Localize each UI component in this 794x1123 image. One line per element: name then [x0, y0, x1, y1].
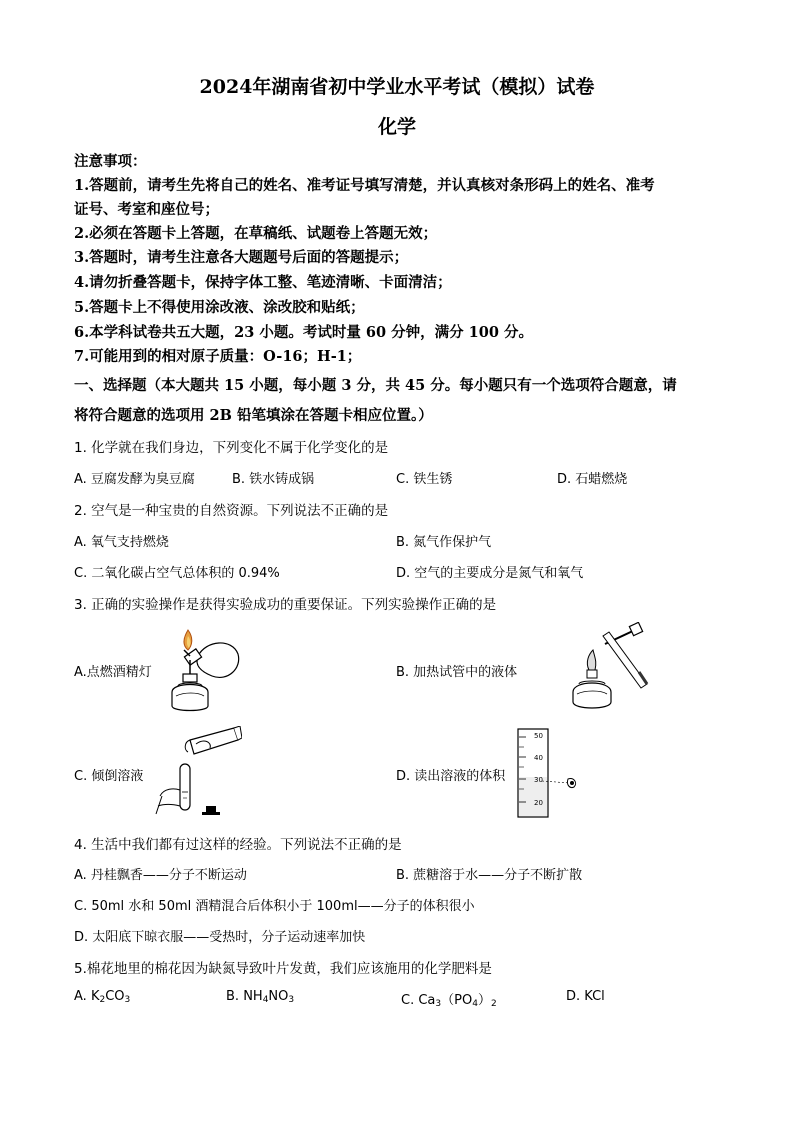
- option-b: B. $NH_4NO_3$: [226, 989, 295, 1005]
- cylinder-tick-label: 20: [534, 799, 543, 807]
- heating-test-tube-figure: [565, 622, 655, 712]
- question-stem: 4. 生活中我们都有过这样的经验。下列说法不正确的是: [74, 837, 402, 853]
- subject-title: 化学: [377, 116, 416, 138]
- note-item: 6.本学科试卷共五大题，23 小题。考试时量 60 分钟，满分 100 分。: [74, 324, 533, 341]
- section-heading: 一、选择题（本大题共 15 小题，每小题 3 分，共 45 分。每小题只有一个选项符合题意，请: [74, 377, 677, 394]
- option-b: B. 蔗糖溶于水——分子不断扩散: [396, 868, 583, 883]
- graduated-cylinder-figure: [512, 727, 580, 819]
- note-item: 3.答题时，请考生注意各大题题号后面的答题提示；: [74, 249, 409, 266]
- option-c: C. 倾倒溶液: [74, 769, 144, 784]
- option-c: C. 铁生锈: [396, 472, 453, 487]
- note-item: 证号、考室和座位号；: [74, 201, 219, 218]
- question-stem: 5.棉花地里的棉花因为缺氮导致叶片发黄，我们应该施用的化学肥料是: [74, 961, 492, 977]
- note-item: 7.可能用到的相对原子质量：O-16；H-1；: [74, 348, 362, 365]
- option-d: D. KCl: [566, 989, 605, 1004]
- option-a: A. 豆腐发酵为臭豆腐: [74, 472, 195, 487]
- option-a: A. 氧气支持燃烧: [74, 535, 169, 550]
- note-item: 4.请勿折叠答题卡，保持字体工整、笔迹清晰、卡面清洁；: [74, 274, 452, 291]
- question-stem: 1. 化学就在我们身边，下列变化不属于化学变化的是: [74, 440, 389, 456]
- option-a: A.点燃酒精灯: [74, 665, 152, 680]
- question-stem: 2. 空气是一种宝贵的自然资源。下列说法不正确的是: [74, 503, 389, 519]
- option-d: D. 空气的主要成分是氮气和氧气: [396, 566, 584, 581]
- option-a: A. 丹桂飘香——分子不断运动: [74, 868, 247, 883]
- note-item: 1.答题前，请考生先将自己的姓名、准考证号填写清楚，并认真核对条形码上的姓名、准考: [74, 177, 655, 194]
- option-c: C. 50ml 水和 50ml 酒精混合后体积小于 100ml——分子的体积很小: [74, 899, 475, 914]
- option-d: D. 石蜡燃烧: [557, 472, 628, 487]
- option-b: B. 氮气作保护气: [396, 535, 492, 550]
- question-stem: 3. 正确的实验操作是获得实验成功的重要保证。下列实验操作正确的是: [74, 597, 497, 613]
- option-c: C. 二氧化碳占空气总体积的 0.94%: [74, 566, 280, 581]
- option-b: B. 加热试管中的液体: [396, 665, 518, 680]
- notes-heading: 注意事项：: [74, 153, 147, 170]
- exam-title: 2024年湖南省初中学业水平考试（模拟）试卷: [199, 76, 595, 98]
- pouring-liquid-figure: [150, 726, 242, 818]
- option-d: D. 太阳底下晾衣服——受热时，分子运动速率加快: [74, 930, 366, 945]
- alcohol-lamp-lighting-figure: [150, 624, 245, 716]
- option-c: C. $Ca_3(PO_4)_2$: [401, 993, 497, 1009]
- cylinder-tick-label: 50: [534, 732, 543, 740]
- section-heading-cont: 将符合题意的选项用 2B 铅笔填涂在答题卡相应位置。）: [74, 407, 433, 424]
- note-item: 5.答题卡上不得使用涂改液、涂改胶和贴纸；: [74, 299, 365, 316]
- cylinder-tick-label: 40: [534, 754, 543, 762]
- note-item: 2.必须在答题卡上答题，在草稿纸、试题卷上答题无效；: [74, 225, 438, 242]
- option-d: D. 读出溶液的体积: [396, 769, 506, 784]
- option-a: A. $K_2CO_3$: [74, 989, 131, 1005]
- option-b: B. 铁水铸成锅: [232, 472, 315, 487]
- cylinder-tick-label: 30: [534, 776, 543, 784]
